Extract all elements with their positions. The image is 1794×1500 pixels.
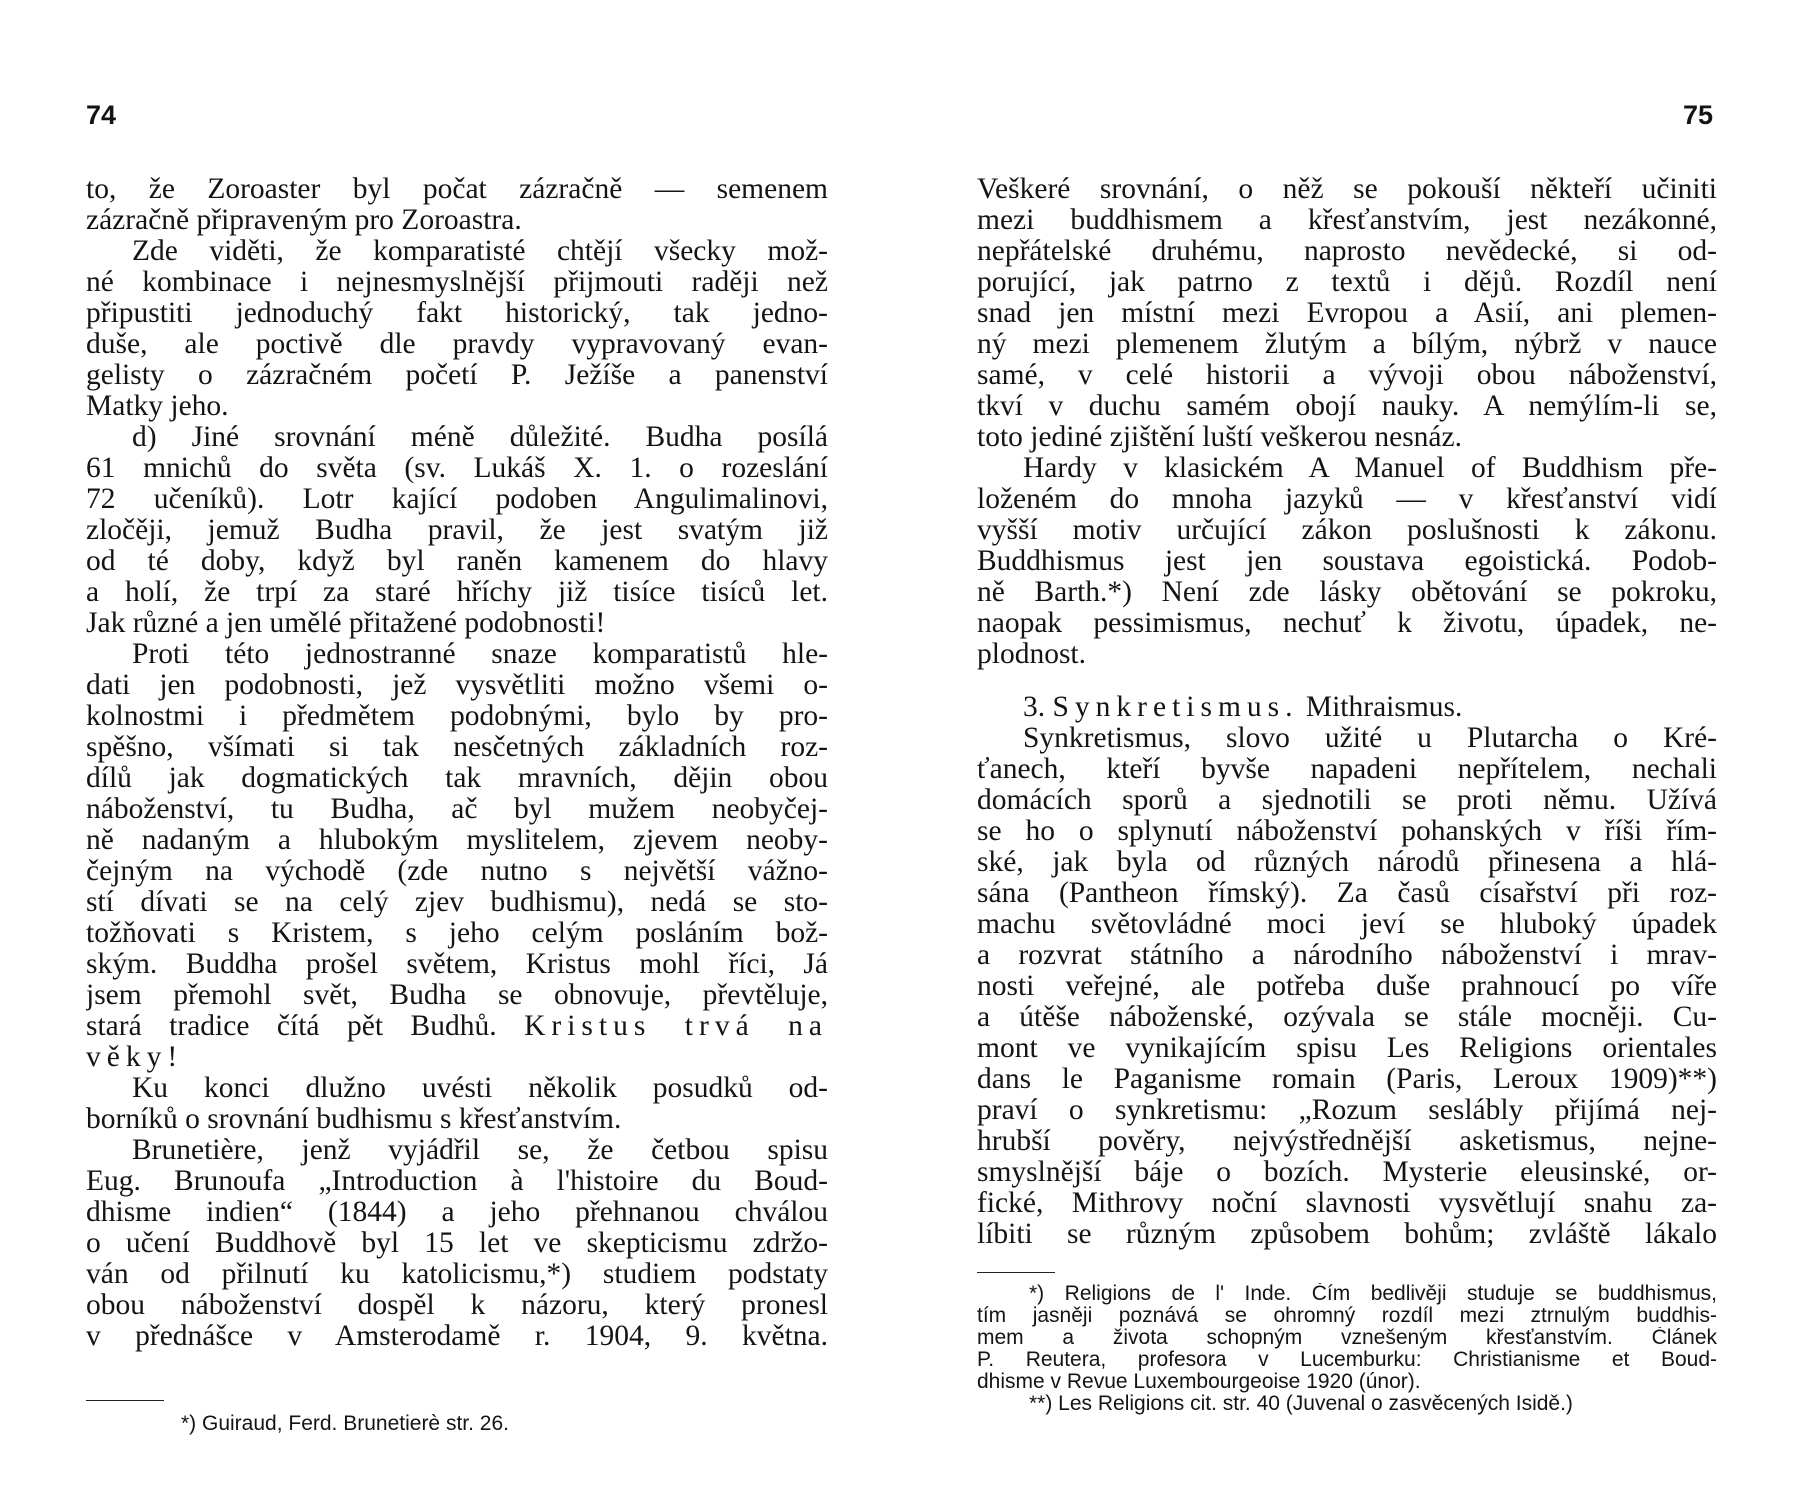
text-line: obou náboženství dospěl k názoru, který pronesl bbox=[86, 1290, 828, 1321]
text-line: o učení Buddhově byl 15 let ve skepticismu zdržo- bbox=[86, 1228, 828, 1259]
text-line: nosti veřejné, ale potřeba duše prahnoucí po víře bbox=[977, 971, 1717, 1002]
text-line: připustiti jednoduchý fakt historický, tak jedno- bbox=[86, 298, 828, 329]
text-line: náboženství, tu Budha, ač byl mužem neobyčej- bbox=[86, 794, 828, 825]
text-line: borníků o srovnání budhismu s křesťanstvím. bbox=[86, 1104, 622, 1135]
text-line: duše, ale poctivě dle pravdy vypravovaný evan- bbox=[86, 329, 828, 360]
text-line: Buddhismus jest jen soustava egoistická. Podob- bbox=[977, 546, 1717, 577]
text-line: ně Barth.*) Není zde lásky obětování se pokroku, bbox=[977, 577, 1717, 608]
text-line: a útěše náboženské, ozývala se stále mocněji. Cu- bbox=[977, 1002, 1717, 1033]
text-line: jsem přemohl svět, Budha se obnovuje, převtěluje, bbox=[86, 980, 828, 1011]
text-line: zázračně připraveným pro Zoroastra. bbox=[86, 205, 522, 236]
text-line: kolnostmi i předmětem podobnými, bylo by pro- bbox=[86, 701, 828, 732]
text-line: samé, v celé historii a vývoji obou náboženství, bbox=[977, 360, 1717, 391]
text-line: toto jediné zjištění luští veškerou nesnáz. bbox=[977, 422, 1462, 453]
footnote-line: dhisme v Revue Luxembourgeoise 1920 (únor). bbox=[977, 1371, 1421, 1393]
footnote-line: mem a života schopným vznešeným křesťanstvím. Článek bbox=[977, 1327, 1717, 1349]
text-line: vyšší motiv určující zákon poslušnosti k zákonu. bbox=[977, 515, 1717, 546]
text-line: snad jen místní mezi Evropou a Asií, ani plemen- bbox=[977, 298, 1717, 329]
footnote-divider bbox=[977, 1272, 1055, 1273]
left-body-text bbox=[86, 174, 828, 1352]
text-line: naopak pessimismus, nechuť k životu, úpadek, ne- bbox=[977, 608, 1717, 639]
section-heading bbox=[977, 692, 1717, 723]
text-line: Veškeré srovnání, o něž se pokouší někteří učiniti bbox=[977, 174, 1717, 205]
spaced-phrase: Kristus trvá na bbox=[524, 1011, 828, 1042]
text-line: mezi buddhismem a křesťanstvím, jest nezákonné, bbox=[977, 205, 1717, 236]
text-line: Brunetière, jenž vyjádřil se, že četbou spisu bbox=[132, 1135, 828, 1166]
text-line: praví o synkretismu: „Rozum seslábly přijímá nej- bbox=[977, 1095, 1717, 1126]
text-line: Ku konci dlužno uvésti několik posudků od- bbox=[132, 1073, 828, 1104]
text-line: zločěji, jemuž Budha pravil, že jest svatým již bbox=[86, 515, 828, 546]
text-line: a rozvrat státního a národního náboženství i mrav- bbox=[977, 940, 1717, 971]
text-line: v přednášce v Amsterodamě r. 1904, 9. května. bbox=[86, 1321, 828, 1352]
text-line: d) Jiné srovnání méně důležité. Budha posílá bbox=[132, 422, 828, 453]
text-line: to, že Zoroaster byl počat zázračně — semenem bbox=[86, 174, 828, 205]
footnote-line: *) Religions de l' Inde. Čím bedlivěji studuje se buddhismus, bbox=[1029, 1283, 1717, 1305]
text-line: 72 učeníků). Lotr kající podoben Angulimalinovi, bbox=[86, 484, 828, 515]
text-line: věky! bbox=[86, 1042, 184, 1073]
left-footnotes bbox=[86, 1413, 828, 1435]
section-title: Mithraismus. bbox=[1305, 692, 1463, 723]
text-line: ským. Buddha prošel světem, Kristus mohl říci, Já bbox=[86, 949, 828, 980]
text-line: plodnost. bbox=[977, 639, 1086, 670]
text-line: tožňovati s Kristem, s jeho celým posláním bož- bbox=[86, 918, 828, 949]
text-line: ťanech, kteří byvše napadeni nepřítelem, nechali bbox=[977, 754, 1717, 785]
footnote-line: **) Les Religions cit. str. 40 (Juvenal o zasvěcených Isidě.) bbox=[1029, 1393, 1573, 1415]
text-line: dans le Paganisme romain (Paris, Leroux 1909)**) bbox=[977, 1064, 1717, 1095]
text-line: ván od přilnutí ku katolicismu,*) studiem podstaty bbox=[86, 1259, 828, 1290]
text-line: se ho o splynutí náboženství pohanských v říši řím- bbox=[977, 816, 1717, 847]
text-line: dhisme indien“ (1844) a jeho přehnanou chválou bbox=[86, 1197, 828, 1228]
text-line-with-spaced-phrase bbox=[86, 1011, 828, 1042]
text-line: dílů jak dogmatických tak mravních, dějin obou bbox=[86, 763, 828, 794]
text-line: ný mezi plemenem žlutým a bílým, nýbrž v nauce bbox=[977, 329, 1717, 360]
text-line: Synkretismus, slovo užité u Plutarcha o Kré- bbox=[1023, 723, 1717, 754]
text-line: stí dívati se na celý zjev budhismu), nedá se sto- bbox=[86, 887, 828, 918]
text-line-start: stará tradice čítá pět Budhů. bbox=[86, 1011, 497, 1042]
text-line: spěšno, všímati si tak nesčetných základních roz- bbox=[86, 732, 828, 763]
right-body-text bbox=[977, 174, 1717, 1250]
text-line: tkví v duchu samém obojí nauky. A nemýlím-li se, bbox=[977, 391, 1717, 422]
text-line: Zde viděti, že komparatisté chtějí všecky mož- bbox=[132, 236, 828, 267]
section-gap bbox=[977, 670, 1717, 692]
text-line: Hardy v klasickém A Manuel of Buddhism pře- bbox=[1023, 453, 1717, 484]
text-line: od té doby, když byl raněn kamenem do hlavy bbox=[86, 546, 828, 577]
text-line: loženém do mnoha jazyků — v křesťanství vidí bbox=[977, 484, 1717, 515]
page-number-left: 74 bbox=[86, 100, 117, 130]
footnote-line: P. Reutera, profesora v Lucemburku: Christianisme et Boud- bbox=[977, 1349, 1717, 1371]
text-line: ně nadaným a hlubokým myslitelem, zjevem neoby- bbox=[86, 825, 828, 856]
text-line: čejným na východě (zde nutno s největší vážno- bbox=[86, 856, 828, 887]
text-line: Jak různé a jen umělé přitažené podobnosti! bbox=[86, 608, 606, 639]
text-line: gelisty o zázračném početí P. Ježíše a panenství bbox=[86, 360, 828, 391]
footnote-divider bbox=[86, 1400, 164, 1401]
section-title-spaced: Synkretismus. bbox=[1052, 692, 1299, 723]
text-line: machu světovládné moci jeví se hluboký úpadek bbox=[977, 909, 1717, 940]
right-page bbox=[897, 0, 1794, 1500]
text-line: dati jen podobnosti, jež vysvětliti možno všemi o- bbox=[86, 670, 828, 701]
text-line: líbiti se různým způsobem bohům; zvláště lákalo bbox=[977, 1219, 1717, 1250]
text-line: 61 mnichů do světa (sv. Lukáš X. 1. o rozeslání bbox=[86, 453, 828, 484]
text-line: Proti této jednostranné snaze komparatistů hle- bbox=[132, 639, 828, 670]
text-line: mont ve vynikajícím spisu Les Religions orientales bbox=[977, 1033, 1717, 1064]
text-line: porující, jak patrno z textů i dějů. Rozdíl není bbox=[977, 267, 1717, 298]
text-line: a holí, že trpí za staré hříchy již tisíce tisíců let. bbox=[86, 577, 828, 608]
right-footnotes bbox=[977, 1283, 1717, 1415]
text-line: ské, jak byla od různých národů přinesena a hlá- bbox=[977, 847, 1717, 878]
text-line: domácích sporů a sjednotili se proti němu. Užívá bbox=[977, 785, 1717, 816]
text-line: né kombinace i nejnesmyslnější přijmouti raději než bbox=[86, 267, 828, 298]
text-line: fické, Mithrovy noční slavnosti vysvětlují snahu za- bbox=[977, 1188, 1717, 1219]
footnote-line: *) Guiraud, Ferd. Brunetierè str. 26. bbox=[181, 1413, 509, 1435]
text-line: Eug. Brunoufa „Introduction à l'histoire du Boud- bbox=[86, 1166, 828, 1197]
page-number-right: 75 bbox=[1683, 100, 1714, 130]
text-line: Matky jeho. bbox=[86, 391, 229, 422]
text-line: hrubší pověry, nejvýstřednější asketismus, nejne- bbox=[977, 1126, 1717, 1157]
section-number: 3. bbox=[1023, 692, 1046, 723]
text-line: sána (Pantheon římský). Za časů císařství při roz- bbox=[977, 878, 1717, 909]
text-line: nepřátelské druhému, naprosto nevědecké, si od- bbox=[977, 236, 1717, 267]
text-line: smyslnější báje o bozích. Mysterie eleusinské, or- bbox=[977, 1157, 1717, 1188]
footnote-line: tím jasněji poznává se ohromný rozdíl mezi ztrnulým buddhis- bbox=[977, 1305, 1717, 1327]
